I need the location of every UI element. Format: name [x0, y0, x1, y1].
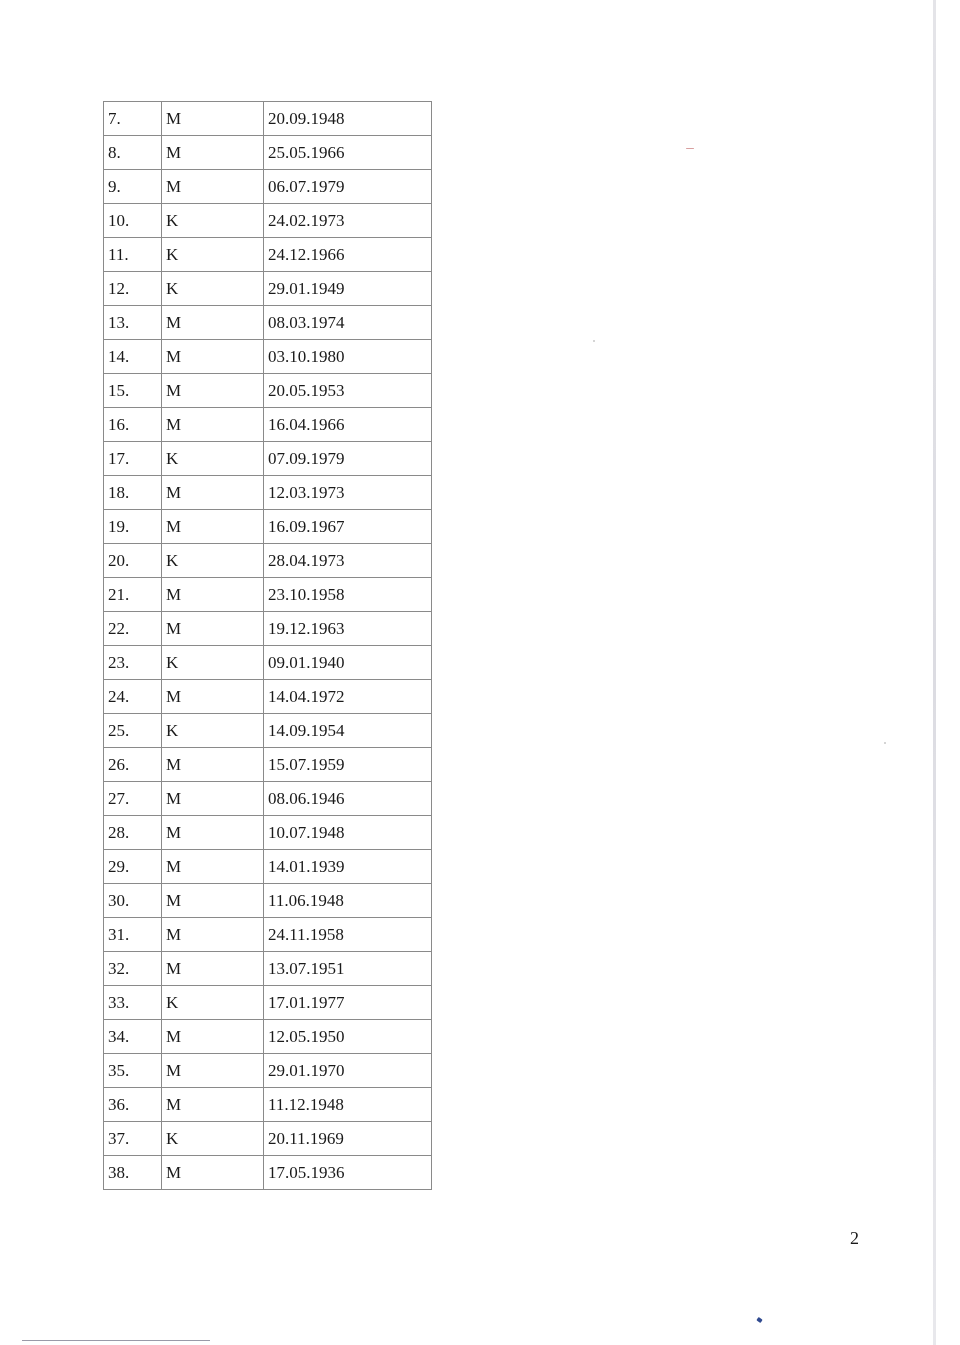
birth-date-cell: 25.05.1966 [264, 136, 432, 170]
birth-date-cell: 16.04.1966 [264, 408, 432, 442]
row-number-cell: 36. [104, 1088, 162, 1122]
sex-cell: M [162, 340, 264, 374]
sex-cell: M [162, 170, 264, 204]
scan-speck [686, 148, 694, 149]
row-number-cell: 23. [104, 646, 162, 680]
table-row [104, 578, 432, 612]
table-row [104, 952, 432, 986]
birth-date-cell: 10.07.1948 [264, 816, 432, 850]
table-row [104, 170, 432, 204]
birth-date-cell: 24.02.1973 [264, 204, 432, 238]
sex-cell: M [162, 952, 264, 986]
scan-edge-shadow [933, 0, 936, 1345]
birth-date-cell: 14.04.1972 [264, 680, 432, 714]
birth-date-cell: 17.01.1977 [264, 986, 432, 1020]
row-number-cell: 8. [104, 136, 162, 170]
table-row [104, 646, 432, 680]
table-row [104, 1020, 432, 1054]
table-row [104, 340, 432, 374]
table-row [104, 850, 432, 884]
table-row [104, 1122, 432, 1156]
sex-cell: K [162, 1122, 264, 1156]
birth-date-cell: 09.01.1940 [264, 646, 432, 680]
row-number-cell: 14. [104, 340, 162, 374]
birth-date-cell: 20.09.1948 [264, 102, 432, 136]
row-number-cell: 28. [104, 816, 162, 850]
row-number-cell: 20. [104, 544, 162, 578]
table-row [104, 476, 432, 510]
page-number: 2 [850, 1228, 859, 1248]
birth-date-cell: 07.09.1979 [264, 442, 432, 476]
table-row [104, 918, 432, 952]
sex-cell: K [162, 646, 264, 680]
footer-rule [22, 1340, 210, 1341]
row-number-cell: 22. [104, 612, 162, 646]
row-number-cell: 10. [104, 204, 162, 238]
table-row [104, 1088, 432, 1122]
table-row [104, 782, 432, 816]
table-row [104, 204, 432, 238]
sex-cell: M [162, 918, 264, 952]
birth-date-cell: 11.06.1948 [264, 884, 432, 918]
birth-date-cell: 14.09.1954 [264, 714, 432, 748]
sex-cell: M [162, 578, 264, 612]
row-number-cell: 26. [104, 748, 162, 782]
row-number-cell: 35. [104, 1054, 162, 1088]
birth-date-cell: 20.11.1969 [264, 1122, 432, 1156]
table-row [104, 748, 432, 782]
row-number-cell: 19. [104, 510, 162, 544]
row-number-cell: 16. [104, 408, 162, 442]
birth-date-cell: 08.03.1974 [264, 306, 432, 340]
table-row [104, 544, 432, 578]
sex-cell: M [162, 306, 264, 340]
birth-date-cell: 12.03.1973 [264, 476, 432, 510]
sex-cell: M [162, 510, 264, 544]
table-row [104, 408, 432, 442]
table-row [104, 816, 432, 850]
row-number-cell: 15. [104, 374, 162, 408]
table-row [104, 102, 432, 136]
row-number-cell: 21. [104, 578, 162, 612]
birth-date-cell: 12.05.1950 [264, 1020, 432, 1054]
row-number-cell: 17. [104, 442, 162, 476]
row-number-cell: 13. [104, 306, 162, 340]
scan-speck [593, 340, 595, 342]
table-row [104, 612, 432, 646]
sex-cell: M [162, 102, 264, 136]
birth-date-cell: 23.10.1958 [264, 578, 432, 612]
row-number-cell: 33. [104, 986, 162, 1020]
sex-cell: M [162, 850, 264, 884]
records-table-body [104, 102, 432, 1190]
row-number-cell: 25. [104, 714, 162, 748]
row-number-cell: 31. [104, 918, 162, 952]
table-row [104, 374, 432, 408]
row-number-cell: 38. [104, 1156, 162, 1190]
table-row [104, 714, 432, 748]
birth-date-cell: 11.12.1948 [264, 1088, 432, 1122]
row-number-cell: 32. [104, 952, 162, 986]
sex-cell: M [162, 884, 264, 918]
table-row [104, 884, 432, 918]
sex-cell: M [162, 408, 264, 442]
table-row [104, 238, 432, 272]
sex-cell: M [162, 680, 264, 714]
table-row [104, 442, 432, 476]
row-number-cell: 34. [104, 1020, 162, 1054]
sex-cell: K [162, 544, 264, 578]
sex-cell: K [162, 986, 264, 1020]
table-row [104, 306, 432, 340]
records-table [103, 101, 432, 1190]
row-number-cell: 12. [104, 272, 162, 306]
birth-date-cell: 16.09.1967 [264, 510, 432, 544]
birth-date-cell: 03.10.1980 [264, 340, 432, 374]
birth-date-cell: 08.06.1946 [264, 782, 432, 816]
birth-date-cell: 20.05.1953 [264, 374, 432, 408]
sex-cell: M [162, 748, 264, 782]
table-row [104, 136, 432, 170]
row-number-cell: 27. [104, 782, 162, 816]
scan-speck [756, 1317, 762, 1323]
birth-date-cell: 29.01.1949 [264, 272, 432, 306]
sex-cell: K [162, 272, 264, 306]
row-number-cell: 11. [104, 238, 162, 272]
row-number-cell: 24. [104, 680, 162, 714]
birth-date-cell: 13.07.1951 [264, 952, 432, 986]
scan-speck [884, 742, 886, 744]
sex-cell: M [162, 136, 264, 170]
sex-cell: K [162, 442, 264, 476]
birth-date-cell: 06.07.1979 [264, 170, 432, 204]
sex-cell: K [162, 238, 264, 272]
sex-cell: M [162, 1156, 264, 1190]
table-row [104, 986, 432, 1020]
row-number-cell: 18. [104, 476, 162, 510]
table-row [104, 680, 432, 714]
row-number-cell: 9. [104, 170, 162, 204]
sex-cell: K [162, 204, 264, 238]
row-number-cell: 7. [104, 102, 162, 136]
birth-date-cell: 29.01.1970 [264, 1054, 432, 1088]
birth-date-cell: 24.11.1958 [264, 918, 432, 952]
sex-cell: M [162, 476, 264, 510]
table-row [104, 1054, 432, 1088]
birth-date-cell: 17.05.1936 [264, 1156, 432, 1190]
sex-cell: M [162, 782, 264, 816]
birth-date-cell: 19.12.1963 [264, 612, 432, 646]
table-row [104, 272, 432, 306]
sex-cell: K [162, 714, 264, 748]
row-number-cell: 29. [104, 850, 162, 884]
table-row [104, 510, 432, 544]
table-row [104, 1156, 432, 1190]
birth-date-cell: 24.12.1966 [264, 238, 432, 272]
row-number-cell: 30. [104, 884, 162, 918]
birth-date-cell: 28.04.1973 [264, 544, 432, 578]
row-number-cell: 37. [104, 1122, 162, 1156]
birth-date-cell: 14.01.1939 [264, 850, 432, 884]
sex-cell: M [162, 1020, 264, 1054]
sex-cell: M [162, 612, 264, 646]
sex-cell: M [162, 1054, 264, 1088]
sex-cell: M [162, 816, 264, 850]
sex-cell: M [162, 374, 264, 408]
sex-cell: M [162, 1088, 264, 1122]
birth-date-cell: 15.07.1959 [264, 748, 432, 782]
